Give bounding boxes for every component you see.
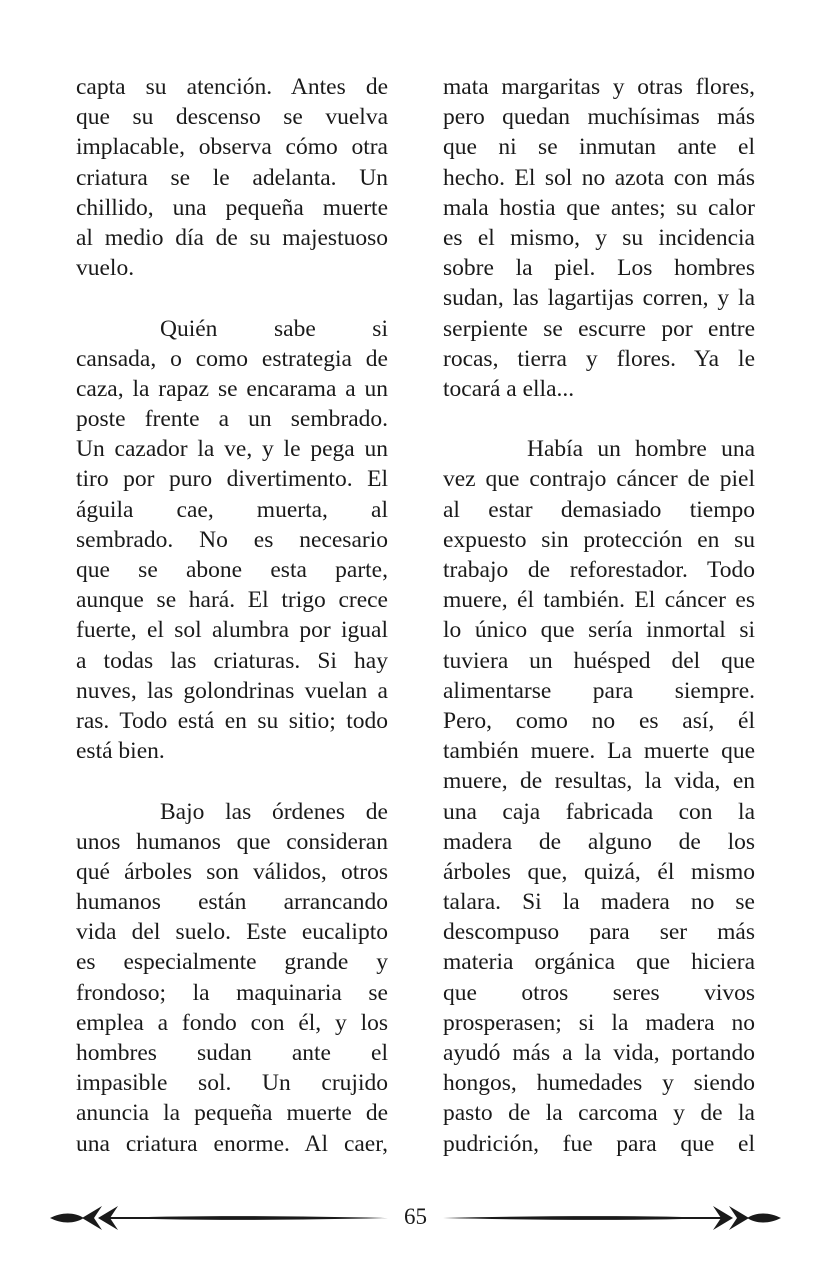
left-text-column [76, 72, 388, 1159]
text-line: sudan, las lagartijas corren, y la [443, 285, 755, 312]
text-line: también muere. La muerte que [443, 738, 755, 765]
text-line: una criatura enorme. Al caer, [76, 1130, 388, 1157]
text-line: madera de alguno de los [443, 828, 755, 855]
text-line: chillido, una pequeña muerte [76, 194, 388, 221]
page-number: 65 [404, 1204, 427, 1229]
text-line: es el mismo, y su incidencia [443, 224, 755, 251]
text-line: tiro por puro divertimento. El [76, 466, 388, 493]
text-line: pero quedan muchísimas más [443, 104, 755, 131]
text-line: muere, él también. El cáncer es [443, 587, 755, 614]
text-line: una caja fabricada con la [443, 798, 755, 825]
paragraph-gap [76, 283, 388, 313]
text-line: pasto de la carcoma y de la [443, 1100, 755, 1127]
text-line: está bien. [76, 738, 165, 765]
text-line: humanos están arrancando [76, 889, 388, 916]
text-line: tocará a ella... [443, 375, 575, 402]
text-line: anuncia la pequeña muerte de [76, 1100, 388, 1127]
text-line: capta su atención. Antes de [76, 74, 388, 100]
text-line: fuerte, el sol alumbra por igual [76, 617, 388, 644]
text-line: expuesto sin protección en su [443, 526, 755, 553]
text-line: implacable, observa cómo otra [76, 134, 388, 161]
text-line: Bajo las órdenes de [160, 798, 388, 825]
text-line: Había un hombre una [527, 436, 755, 463]
text-line: ayudó más a la vida, portando [443, 1040, 755, 1066]
text-line: mata margaritas y otras flores, [443, 74, 755, 100]
text-line: poste frente a un sembrado. [76, 406, 388, 433]
text-line: que su descenso se vuelva [76, 104, 388, 131]
text-line: hecho. El sol no azota con más [443, 164, 755, 191]
text-line: hombres sudan ante el [76, 1040, 388, 1066]
text-line: sobre la piel. Los hombres [443, 255, 755, 282]
text-line: muere, de resultas, la vida, en [443, 768, 755, 795]
text-line: que se abone esta parte, [76, 557, 388, 583]
text-line: hongos, humedades y siendo [443, 1070, 755, 1097]
text-line: impasible sol. Un crujido [76, 1070, 388, 1097]
text-line: nuves, las golondrinas vuelan a [76, 677, 388, 704]
text-line: caza, la rapaz se encarama a un [76, 375, 388, 402]
text-line: águila cae, muerta, al [76, 496, 388, 523]
text-line: a todas las criaturas. Si hay [76, 647, 388, 674]
text-line: pudrición, fue para que el [443, 1130, 755, 1157]
text-line: que ni se inmutan ante el [443, 134, 755, 161]
text-line: serpiente se escurre por entre [443, 315, 755, 342]
text-line: mala hostia que antes; su calor [443, 194, 755, 221]
text-line: árboles que, quizá, él mismo [443, 858, 755, 885]
text-line: Pero, como no es así, él [443, 707, 755, 734]
right-text-column [443, 72, 755, 1159]
text-line: Un cazador la ve, y le pega un [76, 436, 388, 463]
text-line: emplea a fondo con él, y los [76, 1009, 388, 1036]
text-line: aunque se hará. El trigo crece [76, 587, 388, 614]
text-line: Quién sabe si [160, 315, 388, 342]
text-line: cansada, o como estrategia de [76, 345, 388, 372]
text-line: al estar demasiado tiempo [443, 496, 755, 523]
text-line: vida del suelo. Este eucalipto [76, 919, 388, 946]
text-line: descompuso para ser más [443, 919, 755, 946]
text-line: frondoso; la maquinaria se [76, 979, 388, 1006]
text-line: sembrado. No es necesario [76, 526, 388, 553]
right-arrow-ornament-icon [441, 1200, 783, 1236]
text-line: talara. Si la madera no se [443, 889, 755, 916]
text-line: que otros seres vivos [443, 979, 755, 1006]
text-line: rocas, tierra y flores. Ya le [443, 345, 755, 372]
text-line: qué árboles son válidos, otros [76, 858, 388, 885]
text-line: alimentarse para siempre. [443, 677, 755, 704]
text-line: unos humanos que consideran [76, 828, 388, 855]
text-line: criatura se le adelanta. Un [76, 164, 388, 191]
text-line: vez que contrajo cáncer de piel [443, 466, 755, 493]
text-line: trabajo de reforestador. Todo [443, 557, 755, 583]
text-line: lo único que sería inmortal si [443, 617, 755, 644]
text-line: es especialmente grande y [76, 949, 388, 976]
text-line: materia orgánica que hiciera [443, 949, 755, 976]
paragraph-gap [443, 404, 755, 434]
paragraph-gap [76, 766, 388, 796]
text-line: tuviera un huésped del que [443, 647, 755, 674]
text-line: al medio día de su majestuoso [76, 224, 388, 251]
text-line: ras. Todo está en su sitio; todo [76, 707, 388, 734]
text-line: vuelo. [76, 255, 135, 282]
text-line: prosperasen; si la madera no [443, 1009, 755, 1036]
